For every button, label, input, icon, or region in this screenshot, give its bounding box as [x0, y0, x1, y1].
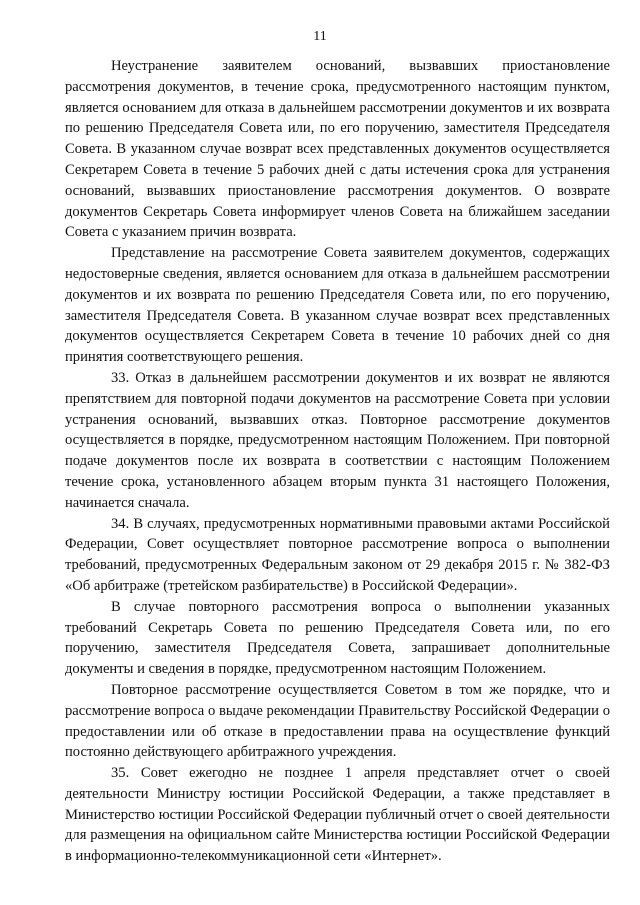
paragraph-item-33: 33. Отказ в дальнейшем рассмотрении документов и их возврат не являются препятствием для повторной подачи документов на рассмотрение Совета при условии устранения оснований, вызвавших отказ. Повторное рассмотрение документов осуществляется в порядке, предусмотренном настоящим Положением. При повторной подаче документов после их возврата в соответствии с настоящим Положением течение срока, установленного абзацем вторым пункта 31 настоящего Положения, начинается сначала.	[65, 369, 610, 511]
paragraph-false-info: Представление на рассмотрение Совета заявителем документов, содержащих недостоверные сведения, является основанием для отказа в дальнейшем рассмотрении документов и их возврата по решению Председателя Совета или, по его поручению, заместителя Председателя Совета. В указанном случае возврат всех представленных документов осуществляется Секретарем Совета в течение 10 рабочих дней со дня принятия соответствующего решения.	[65, 245, 610, 366]
paragraph-repeat-procedure: Повторное рассмотрение осуществляется Советом в том же порядке, что и рассмотрение вопроса о выдаче рекомендации Правительству Российской Федерации о предоставлении или об отказе в предоставлении права на осуществление функций постоянно действующего арбитражного учреждения.	[65, 681, 610, 761]
paragraph-item-34: 34. В случаях, предусмотренных нормативными правовыми актами Российской Федерации, Совет осуществляет повторное рассмотрение вопроса о выполнении требований, предусмотренных Федеральным законом от 29 декабря 2015 г. № 382-ФЗ «Об арбитраже (третейском разбирательстве) в Российской Федерации».	[65, 515, 610, 594]
paragraph-item-35: 35. Совет ежегодно не позднее 1 апреля представляет отчет о своей деятельности Министру юстиции Российской Федерации, а также представляет в Министерство юстиции Российской Федерации публичный отчет о своей деятельности для размещения на официальном сайте Министерства юстиции Российской Федерации в информационно-телекоммуникационной сети «Интернет».	[65, 765, 610, 865]
paragraph-repeat-request: В случае повторного рассмотрения вопроса о выполнении указанных требований Секретарь Совета по решению Председателя Совета или, по его поручению, заместителя Председателя Совета, запрашивает дополнительные документы и сведения в порядке, предусмотренном настоящим Положением.	[65, 598, 610, 678]
page-number: 11	[313, 29, 327, 44]
document-body	[65, 56, 610, 867]
paragraph-return-no-fix: Неустранение заявителем оснований, вызвавших приостановление рассмотрения документов, в течение срока, предусмотренного настоящим пунктом, является основанием для отказа в дальнейшем рассмотрении документов и их возврата по решению Председателя Совета или, по его поручению, заместителя Председателя Совета. В указанном случае возврат всех представленных документов осуществляется Секретарем Совета в течение 5 рабочих дней с даты истечения срока для устранения оснований, вызвавших приостановление рассмотрения документов. О возврате документов Секретарь Совета информирует членов Совета на ближайшем заседании Совета с указанием причин возврата.	[65, 58, 610, 241]
